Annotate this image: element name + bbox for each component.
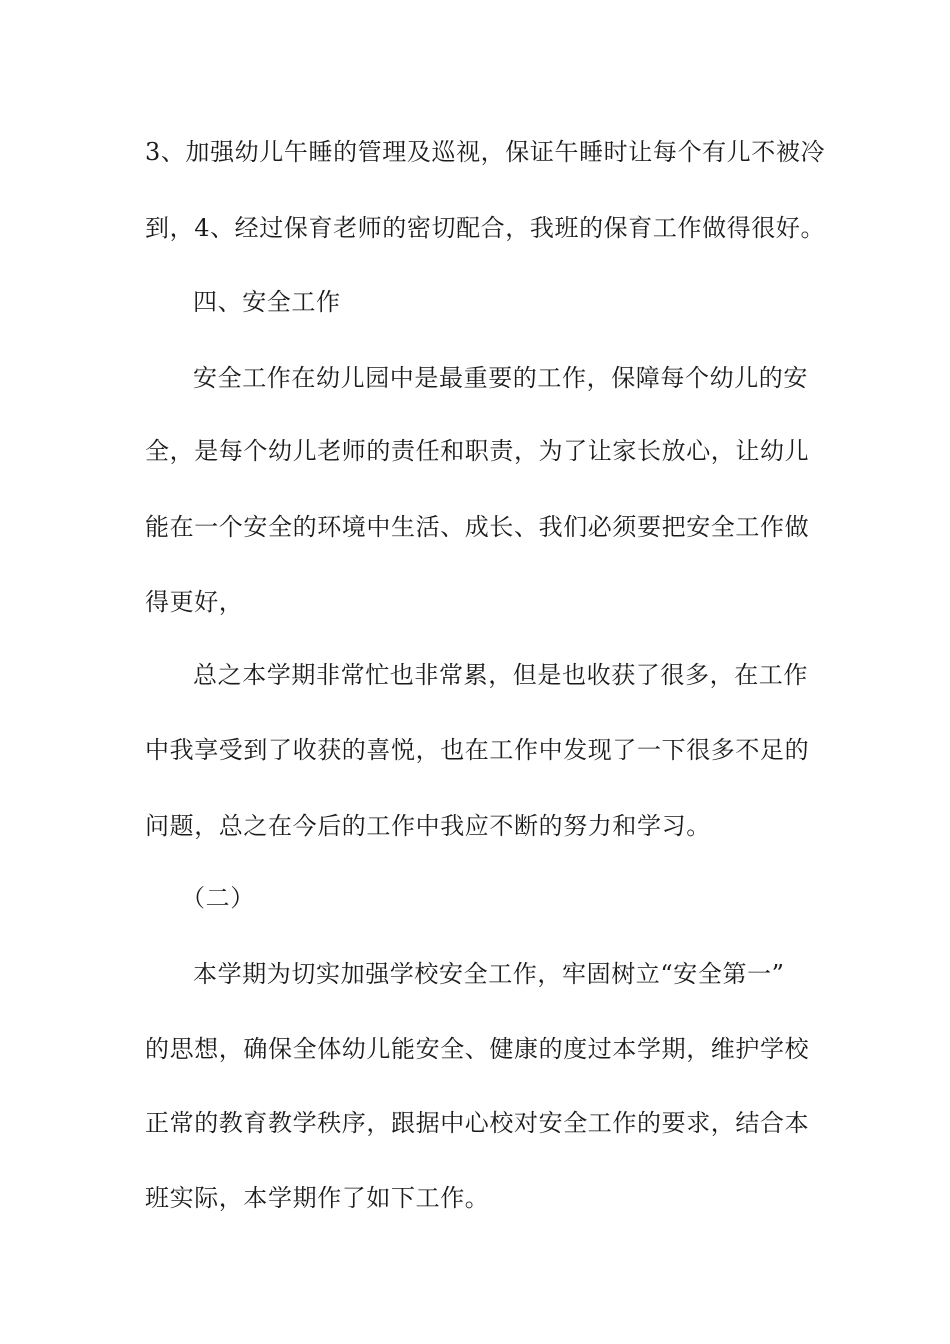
body-text-line: 全，是每个幼儿老师的责任和职责，为了让家长放心，让幼儿 (145, 437, 810, 465)
body-text-line: 能在一个安全的环境中生活、成长、我们必须要把安全工作做 (145, 513, 810, 541)
body-text-line: 正常的教育教学秩序，跟据中心校对安全工作的要求，结合本 (145, 1109, 810, 1137)
section-heading: 四、安全工作 (193, 288, 341, 316)
subsection-heading: （二） (181, 884, 255, 912)
body-text-line: 到，4、经过保育老师的密切配合，我班的保育工作做得很好。 (145, 214, 826, 242)
body-text-line: 本学期为切实加强学校安全工作，牢固树立“安全第一” (193, 960, 785, 988)
body-text-line: 问题，总之在今后的工作中我应不断的努力和学习。 (145, 812, 711, 840)
body-text-line: 班实际，本学期作了如下工作。 (145, 1184, 490, 1212)
body-text-line: 的思想，确保全体幼儿能安全、健康的度过本学期，维护学校 (145, 1035, 810, 1063)
body-text-line: 得更好， (145, 588, 244, 616)
body-text-line: 安全工作在幼儿园中是最重要的工作，保障每个幼儿的安 (193, 364, 808, 392)
body-text-line: 3、加强幼儿午睡的管理及巡视，保证午睡时让每个有儿不被冷 (145, 138, 826, 166)
body-text-line: 中我享受到了收获的喜悦，也在工作中发现了一下很多不足的 (145, 736, 810, 764)
body-text-line: 总之本学期非常忙也非常累，但是也收获了很多，在工作 (193, 661, 808, 689)
